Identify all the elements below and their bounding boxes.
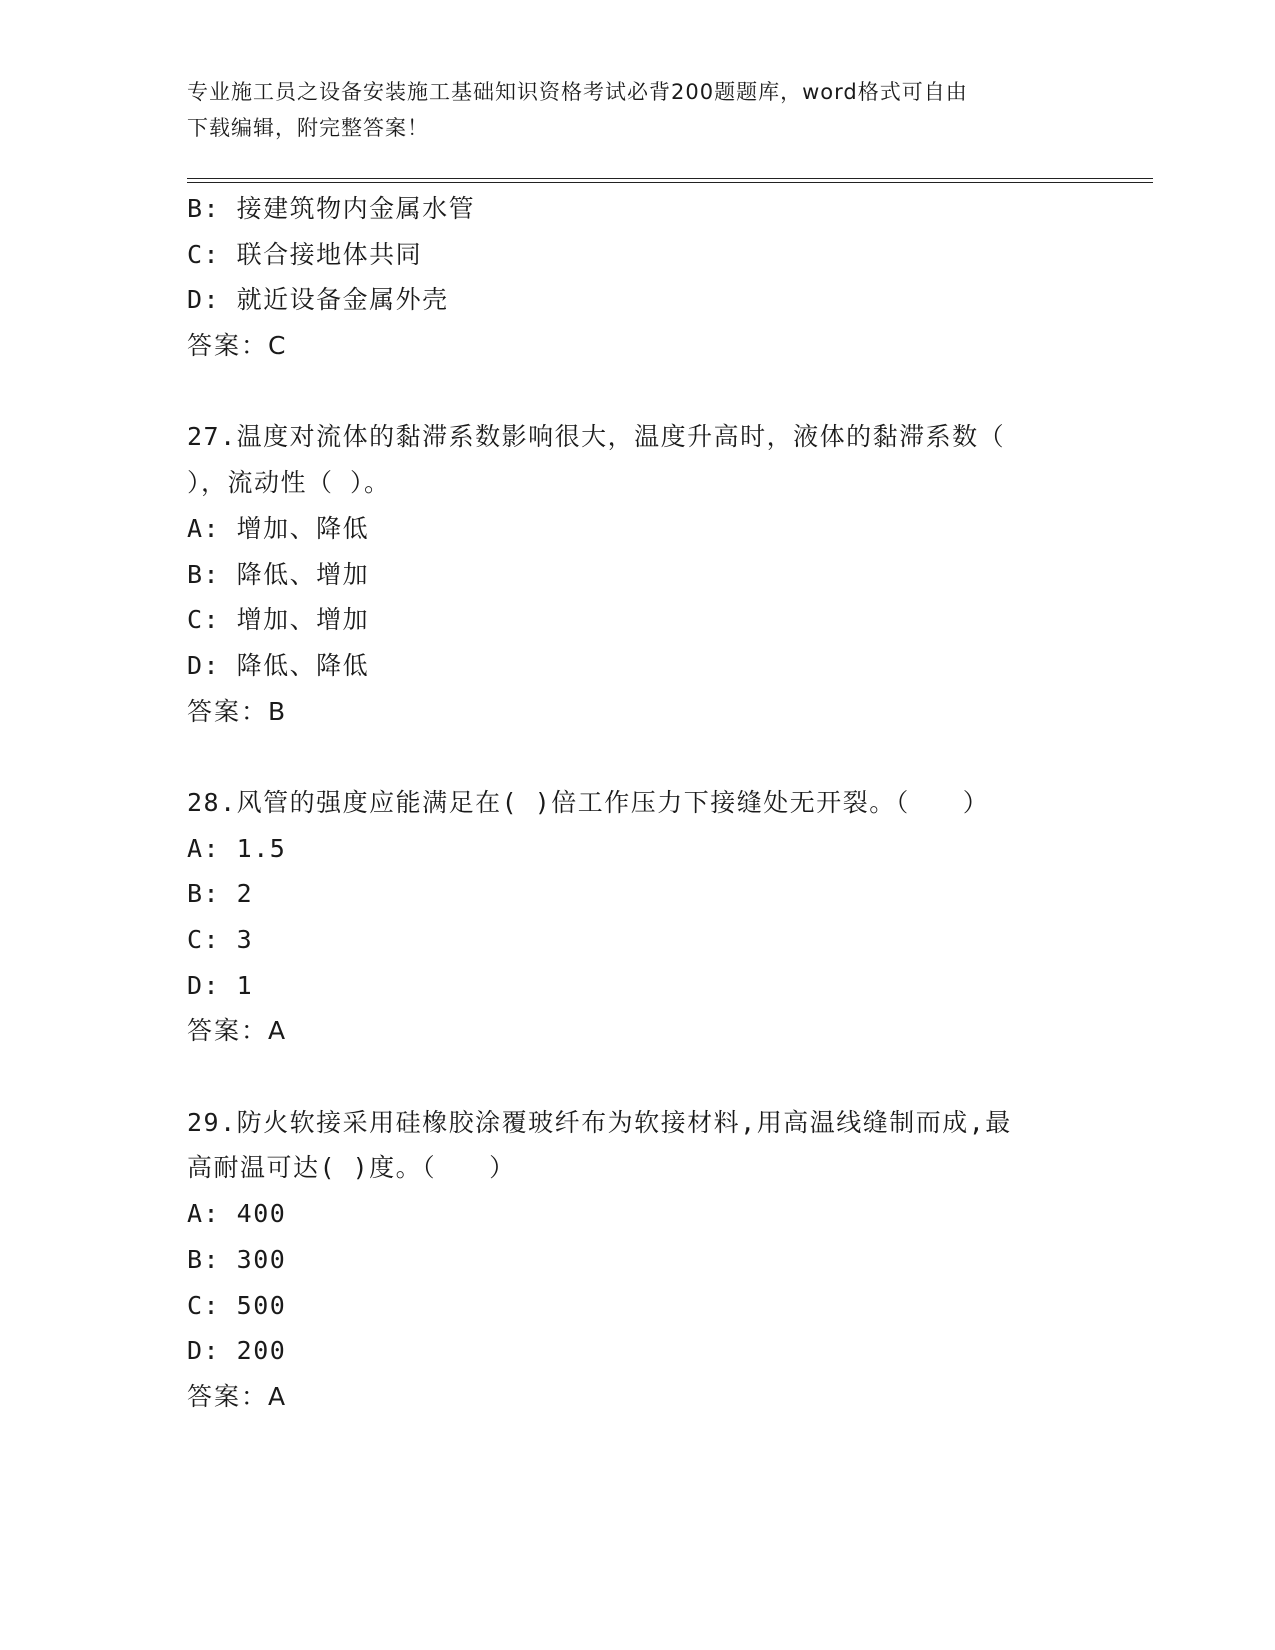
option-d: D: 1 xyxy=(187,970,254,1000)
question-stem: 高耐温可达( )度。（ ） xyxy=(187,1153,516,1183)
answer-line: 答案：A xyxy=(187,1016,288,1046)
header-line-2: 下载编辑，附完整答案！ xyxy=(187,116,429,140)
answer-line: 答案：A xyxy=(187,1381,288,1411)
header-divider-top xyxy=(187,178,1153,179)
option-d: D: 降低、降低 xyxy=(187,650,370,680)
question-stem: 27.温度对流体的黏滞系数影响很大，温度升高时，液体的黏滞系数（ xyxy=(187,422,1006,452)
document-header xyxy=(187,74,1087,146)
option-b: B: 300 xyxy=(187,1244,287,1274)
option-b: B: 2 xyxy=(187,879,254,909)
option-c: C: 500 xyxy=(187,1290,287,1320)
option-b: B: 接建筑物内金属水管 xyxy=(187,194,476,223)
spacer xyxy=(187,1054,1087,1100)
question-27 xyxy=(187,414,1087,734)
option-a: A: 1.5 xyxy=(187,833,287,863)
answer-line: 答案：C xyxy=(187,331,288,361)
question-stem: ），流动性（ ）。 xyxy=(187,468,391,498)
header-line-1: 专业施工员之设备安装施工基础知识资格考试必背200题题库，word格式可自由 xyxy=(187,80,968,104)
header-divider-bottom xyxy=(187,182,1153,183)
question-content xyxy=(187,186,1087,1420)
question-stem: 29.防火软接采用硅橡胶涂覆玻纤布为软接材料,用高温线缝制而成,最 xyxy=(187,1107,1012,1137)
option-c: C: 3 xyxy=(187,925,254,954)
spacer xyxy=(187,734,1087,780)
option-d: D: 就近设备金属外壳 xyxy=(187,285,449,315)
option-b: B: 降低、增加 xyxy=(187,559,370,589)
question-28 xyxy=(187,780,1087,1054)
option-c: C: 增加、增加 xyxy=(187,605,370,635)
question-stem: 28.风管的强度应能满足在( )倍工作压力下接缝处无开裂。（ ） xyxy=(187,787,990,817)
option-c: C: 联合接地体共同 xyxy=(187,239,423,269)
question-29 xyxy=(187,1100,1087,1420)
option-a: A: 400 xyxy=(187,1199,287,1229)
option-d: D: 200 xyxy=(187,1336,287,1366)
answer-line: 答案：B xyxy=(187,696,288,726)
spacer xyxy=(187,369,1087,415)
prev-question-block xyxy=(187,186,1087,369)
option-a: A: 增加、降低 xyxy=(187,513,370,543)
